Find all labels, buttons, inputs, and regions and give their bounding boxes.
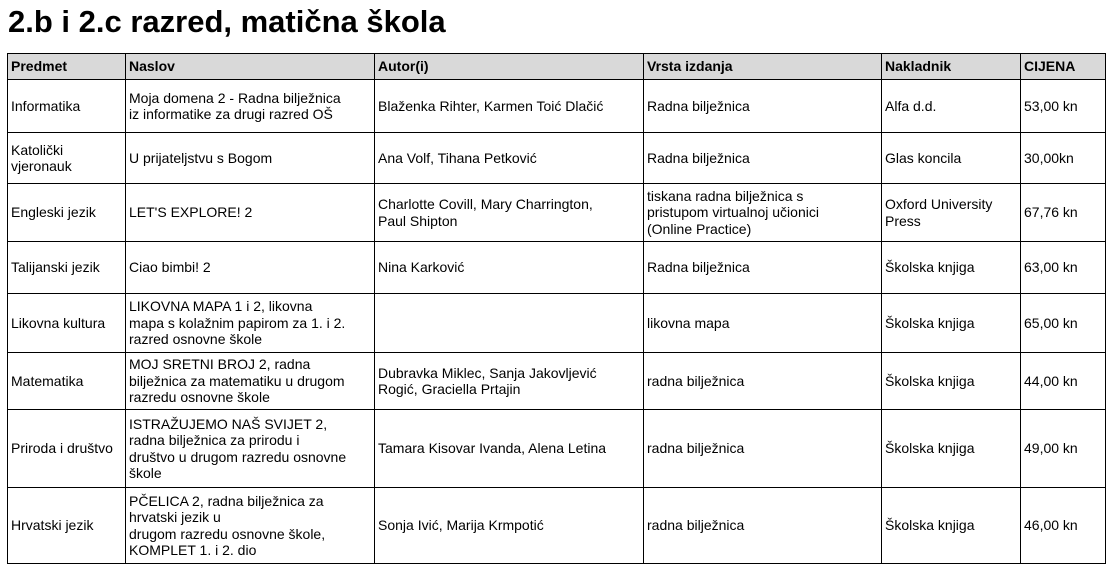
cell-nakladnik: Glas koncila — [882, 133, 1021, 184]
table-row — [8, 80, 1106, 133]
column-header-naslov: Naslov — [126, 54, 375, 80]
cell-vrsta-izdanja: tiskana radna bilježnica s pristupom virtualnoj učionici (Online Practice) — [644, 184, 882, 242]
cell-vrsta-izdanja: likovna mapa — [644, 294, 882, 353]
cell-nakladnik: Školska knjiga — [882, 294, 1021, 353]
cell-autori: Charlotte Covill, Mary Charrington, Paul Shipton — [375, 184, 644, 242]
cell-naslov: ISTRAŽUJEMO NAŠ SVIJET 2, radna bilježnica za prirodu i društvo u drugom razredu osnovne škole — [126, 410, 375, 488]
cell-autori: Blaženka Rihter, Karmen Toić Dlačić — [375, 80, 644, 133]
cell-cijena: 67,76 kn — [1021, 184, 1106, 242]
table-header-row — [8, 54, 1106, 80]
cell-naslov: LET'S EXPLORE! 2 — [126, 184, 375, 242]
cell-naslov: U prijateljstvu s Bogom — [126, 133, 375, 184]
cell-predmet: Matematika — [8, 353, 126, 410]
cell-predmet: Engleski jezik — [8, 184, 126, 242]
cell-predmet: Talijanski jezik — [8, 242, 126, 294]
cell-autori: Dubravka Miklec, Sanja Jakovljević Rogić, Graciella Prtajin — [375, 353, 644, 410]
cell-vrsta-izdanja: radna bilježnica — [644, 410, 882, 488]
cell-autori — [375, 294, 644, 353]
column-header-autori: Autor(i) — [375, 54, 644, 80]
cell-cijena: 46,00 kn — [1021, 488, 1106, 564]
cell-naslov: LIKOVNA MAPA 1 i 2, likovna mapa s kolažnim papirom za 1. i 2. razred osnovne škole — [126, 294, 375, 353]
cell-nakladnik: Školska knjiga — [882, 410, 1021, 488]
cell-naslov: Moja domena 2 - Radna bilježnica iz informatike za drugi razred OŠ — [126, 80, 375, 133]
cell-cijena: 44,00 kn — [1021, 353, 1106, 410]
table-row — [8, 410, 1106, 488]
cell-nakladnik: Školska knjiga — [882, 488, 1021, 564]
table-row — [8, 294, 1106, 353]
column-header-cijena: CIJENA — [1021, 54, 1106, 80]
cell-cijena: 30,00kn — [1021, 133, 1106, 184]
cell-cijena: 49,00 kn — [1021, 410, 1106, 488]
table-row — [8, 133, 1106, 184]
column-header-predmet: Predmet — [8, 54, 126, 80]
cell-predmet: Likovna kultura — [8, 294, 126, 353]
cell-vrsta-izdanja: radna bilježnica — [644, 353, 882, 410]
cell-autori: Sonja Ivić, Marija Krmpotić — [375, 488, 644, 564]
cell-vrsta-izdanja: Radna bilježnica — [644, 80, 882, 133]
cell-nakladnik: Školska knjiga — [882, 242, 1021, 294]
cell-vrsta-izdanja: Radna bilježnica — [644, 133, 882, 184]
cell-vrsta-izdanja: Radna bilježnica — [644, 242, 882, 294]
cell-predmet: Priroda i društvo — [8, 410, 126, 488]
table-row — [8, 488, 1106, 564]
cell-naslov: Ciao bimbi! 2 — [126, 242, 375, 294]
column-header-nakladnik: Nakladnik — [882, 54, 1021, 80]
cell-nakladnik: Alfa d.d. — [882, 80, 1021, 133]
page-title: 2.b i 2.c razred, matična škola — [8, 4, 446, 39]
cell-nakladnik: Školska knjiga — [882, 353, 1021, 410]
column-header-vrsta-izdanja: Vrsta izdanja — [644, 54, 882, 80]
cell-vrsta-izdanja: radna bilježnica — [644, 488, 882, 564]
textbook-table — [7, 53, 1106, 564]
cell-predmet: Informatika — [8, 80, 126, 133]
cell-naslov: MOJ SRETNI BROJ 2, radna bilježnica za matematiku u drugom razredu osnovne škole — [126, 353, 375, 410]
cell-cijena: 65,00 kn — [1021, 294, 1106, 353]
cell-autori: Ana Volf, Tihana Petković — [375, 133, 644, 184]
table-row — [8, 184, 1106, 242]
table-row — [8, 242, 1106, 294]
table-row — [8, 353, 1106, 410]
cell-cijena: 53,00 kn — [1021, 80, 1106, 133]
cell-autori: Nina Karković — [375, 242, 644, 294]
cell-autori: Tamara Kisovar Ivanda, Alena Letina — [375, 410, 644, 488]
cell-cijena: 63,00 kn — [1021, 242, 1106, 294]
cell-nakladnik: Oxford University Press — [882, 184, 1021, 242]
cell-predmet: Hrvatski jezik — [8, 488, 126, 564]
cell-predmet: Katolički vjeronauk — [8, 133, 126, 184]
cell-naslov: PČELICA 2, radna bilježnica za hrvatski jezik u drugom razredu osnovne škole, KOMPLET 1. i 2. dio — [126, 488, 375, 564]
